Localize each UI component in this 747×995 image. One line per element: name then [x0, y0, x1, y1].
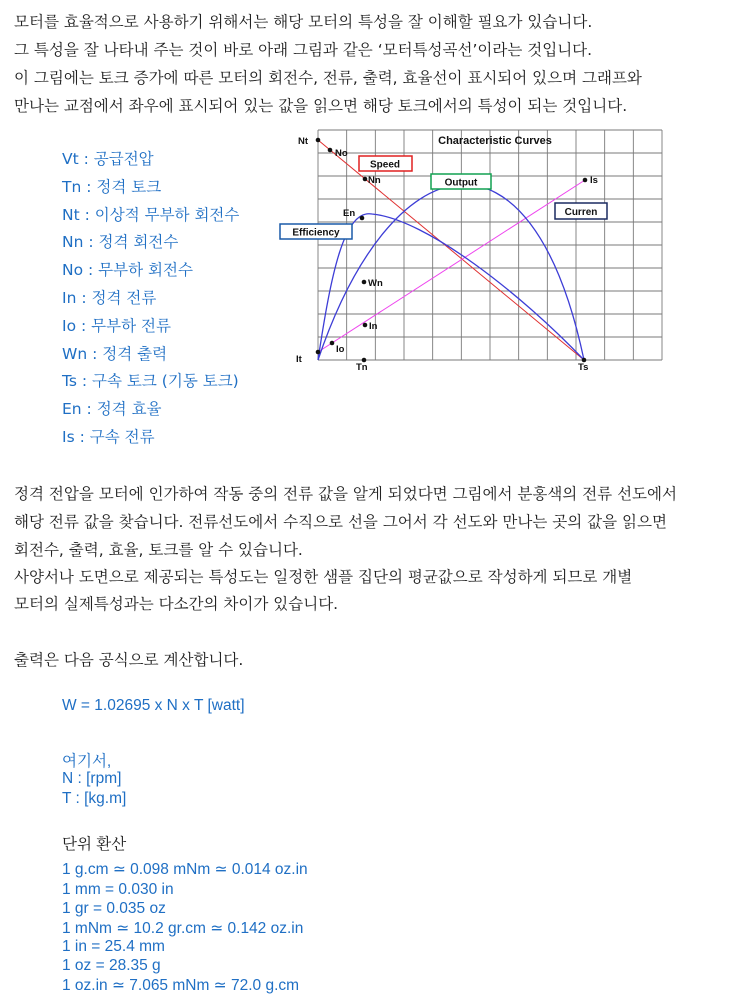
nt-marker	[316, 138, 321, 143]
legend-item: Nt : 이상적 무부하 회전수	[62, 205, 240, 224]
intro-line-2: 그 특성을 잘 나타내 주는 것이 바로 아래 그림과 같은 ‘모터특성곡선’이라는 것입니다.	[14, 41, 593, 59]
legend-item: No : 무부하 회전수	[62, 261, 193, 280]
nt-label: Nt	[298, 136, 309, 147]
current-line	[318, 177, 585, 352]
speed-line	[318, 140, 584, 360]
in-label: In	[369, 321, 378, 332]
no-label: No	[335, 148, 348, 159]
body-line-4: 사양서나 도면으로 제공되는 특성도는 일정한 샘플 집단의 평균값으로 작성하게 되므로 개별	[14, 568, 633, 586]
body-line-5: 모터의 실제특성과는 다소간의 차이가 있습니다.	[14, 595, 339, 613]
tn-label: Tn	[356, 362, 368, 373]
output-formula: W = 1.02695 x N x T [watt]	[62, 697, 245, 714]
legend-item: En : 정격 효율	[62, 400, 162, 419]
intro-line-4: 만나는 교점에서 좌우에 표시되어 있는 값을 읽으면 해당 토크에서의 특성이 되는 것입니다.	[14, 97, 628, 115]
unit-line: 1 gr = 0.035 oz	[62, 900, 166, 917]
unit-line: 1 mm = 0.030 in	[62, 881, 174, 898]
efficiency-curve	[318, 214, 584, 360]
io-label: Io	[336, 344, 345, 355]
ts-label: Ts	[578, 362, 589, 373]
intro-line-3: 이 그림에는 토크 증가에 따른 모터의 회전수, 전류, 출력, 효율선이 표시되어 있으며 그래프와	[14, 69, 642, 87]
legend-item: Nn : 정격 회전수	[62, 233, 179, 252]
legend-item: Io : 무부하 전류	[62, 316, 171, 335]
io-marker	[330, 341, 335, 346]
legend-item: In : 정격 전류	[62, 288, 157, 307]
nn-marker	[363, 177, 368, 182]
unit-line: 1 oz.in ≃ 7.065 mNm ≃ 72.0 g.cm	[62, 977, 300, 994]
where-label: 여기서,	[62, 753, 112, 770]
is-label: Is	[590, 175, 598, 186]
body-line-2: 해당 전류 값을 찾습니다. 전류선도에서 수직으로 선을 그어서 각 선도와 만나는 곳의 값을 읽으면	[14, 513, 667, 531]
unit-line: 1 in = 25.4 mm	[62, 938, 165, 955]
characteristic-curves-diagram	[276, 124, 668, 374]
wn-marker	[362, 280, 367, 285]
it-label: It	[296, 354, 302, 365]
no-marker	[328, 148, 333, 153]
var-n: N : [rpm]	[62, 770, 122, 787]
en-marker	[360, 216, 365, 221]
speed-label: Speed	[369, 159, 401, 171]
body-line-3: 회전수, 출력, 효율, 토크를 알 수 있습니다.	[14, 541, 303, 559]
current-label: Curren	[564, 207, 598, 218]
chart-title: Characteristic Curves	[438, 135, 552, 147]
output-curve	[318, 185, 584, 360]
legend-item: Is : 구속 전류	[62, 427, 155, 446]
in-marker	[363, 323, 368, 328]
nn-label: Nn	[368, 175, 381, 186]
formula-intro: 출력은 다음 공식으로 계산합니다.	[14, 651, 244, 669]
body-line-1: 정격 전압을 모터에 인가하여 작동 중의 전류 값을 알게 되었다면 그림에서 분홍색의 전류 선도에서	[14, 485, 677, 503]
it-marker	[316, 350, 321, 355]
legend-item: Wn : 정격 출력	[62, 344, 168, 363]
legend-item: Tn : 정격 토크	[62, 177, 162, 196]
unit-line: 1 oz = 28.35 g	[62, 957, 161, 974]
symbol-legend	[62, 146, 239, 452]
var-t: T : [kg.m]	[62, 790, 127, 807]
output-label: Output	[444, 177, 478, 189]
is-marker	[583, 178, 588, 183]
unit-line: 1 g.cm ≃ 0.098 mNm ≃ 0.014 oz.in	[62, 861, 308, 878]
legend-item: Ts : 구속 토크 (기동 토크)	[62, 372, 239, 391]
en-label: En	[343, 208, 356, 219]
intro-line-1: 모터를 효율적으로 사용하기 위해서는 해당 모터의 특성을 잘 이해할 필요가 있습니다.	[14, 13, 593, 31]
unit-line: 1 mNm ≃ 10.2 gr.cm ≃ 0.142 oz.in	[62, 920, 304, 937]
efficiency-label: Efficiency	[292, 227, 340, 239]
legend-item: Vt : 공급전압	[62, 150, 154, 168]
wn-label: Wn	[368, 278, 383, 289]
unit-conversion-title: 단위 환산	[62, 836, 127, 853]
